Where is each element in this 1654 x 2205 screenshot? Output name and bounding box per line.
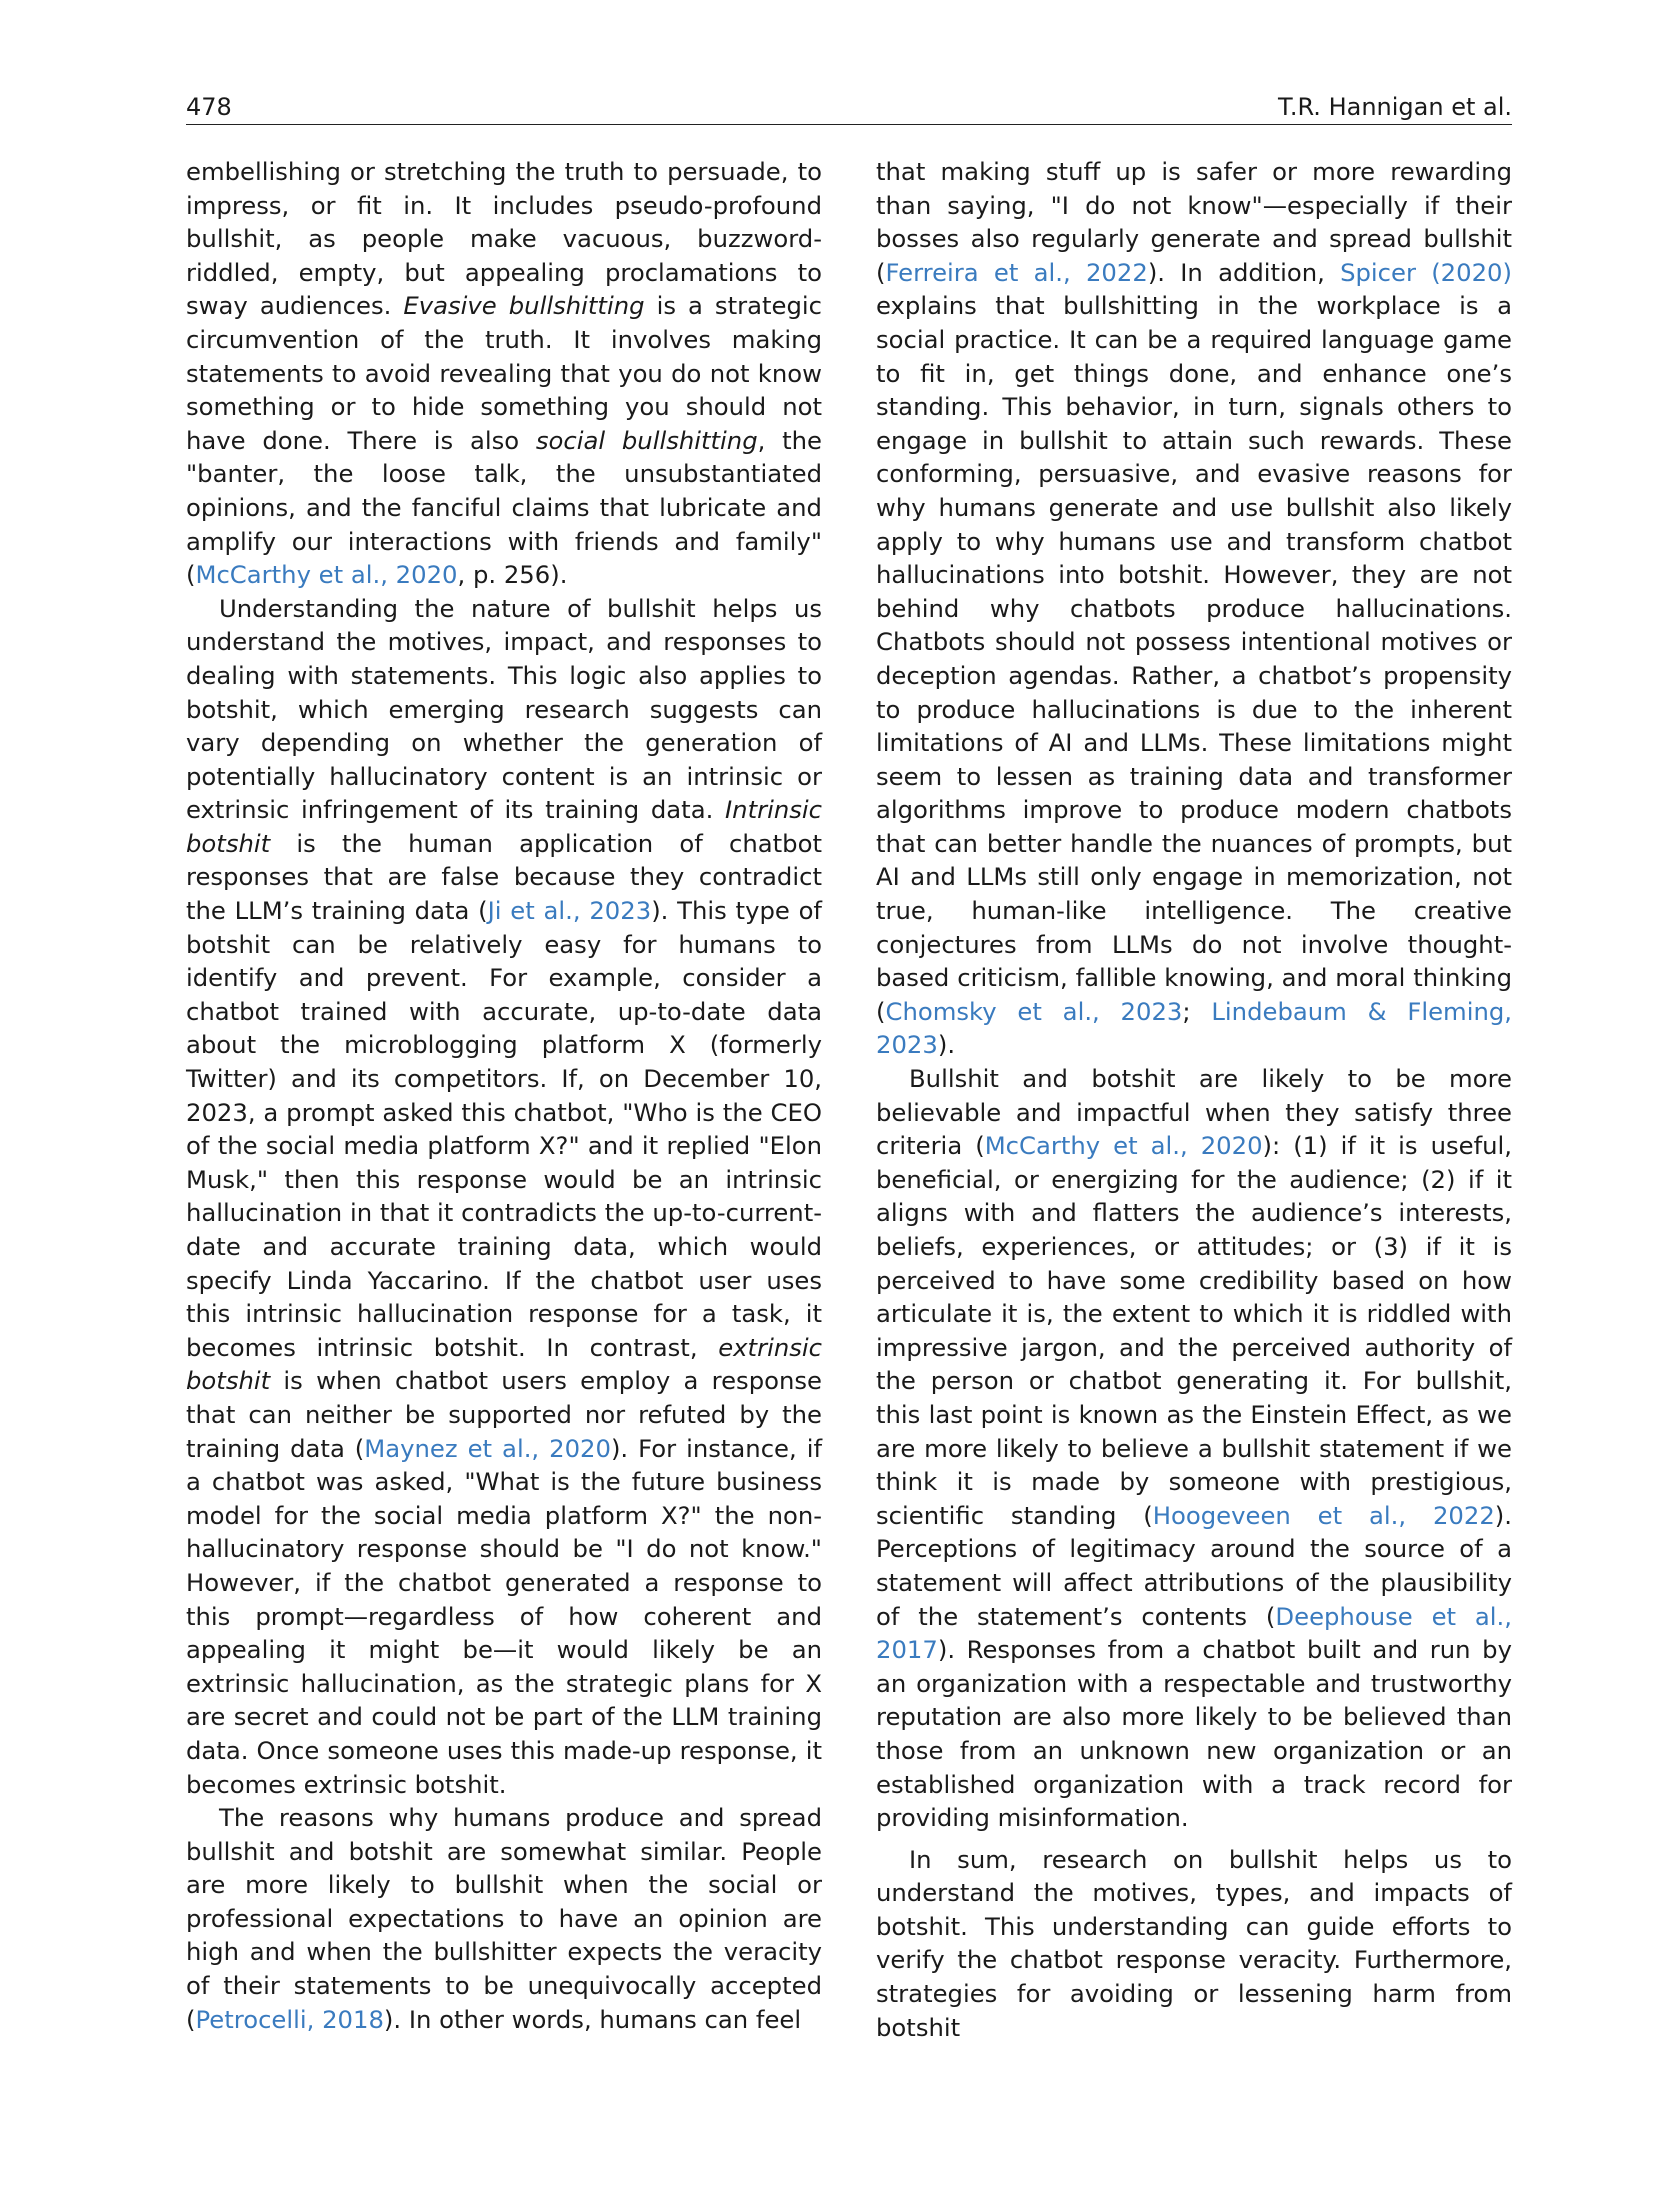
citation-link[interactable]: McCarthy et al., 2020 (195, 560, 458, 590)
citation-link[interactable]: Ferreira et al., 2022 (885, 257, 1148, 287)
page (186, 86, 1512, 2042)
paragraph: Understanding the nature of bullshit helps us understand the motives, impact, and responses to dealing with statements. This logic also applies to botshit, which emerging research suggests can vary depending on whether the generation of potentially hallucinatory content is an intrinsic or extrinsic infringement of its training data. Intrinsic botshit is the human application of chatbot responses that are false because they contradict the LLM’s training data (Ji et al., 2023). This type of botshit can be relatively easy for humans to identify and prevent. For example, consider a chatbot trained with accurate, up-to-date data about the microblogging platform X (formerly Twitter) and its competitors. If, on December 10, 2023, a prompt asked this chatbot, "Who is the CEO of the social media platform X?" and it replied "Elon Musk," then this response would be an intrinsic hallucination in that it contradicts the up-to-current-date and accurate training data, which would specify Linda Yaccarino. If the chatbot user uses this intrinsic hallucination response for a task, it becomes intrinsic botshit. In contrast, extrinsic botshit is when chatbot users employ a response that can neither be supported nor refuted by the training data (Maynez et al., 2020). For instance, if a chatbot was asked, "What is the future business model for the social media platform X?" the non-hallucinatory response should be "I do not know." However, if the chatbot generated a response to this prompt—regardless of how coherent and appealing it might be—it would likely be an extrinsic hallucination, as the strategic plans for X are secret and could not be part of the LLM training data. Once someone uses this made-up response, it becomes extrinsic botshit. (186, 593, 823, 1799)
page-number: 478 (186, 93, 232, 121)
right-column (876, 155, 1512, 2044)
citation-link[interactable]: Hoogeveen et al., 2022 (1152, 1500, 1495, 1530)
paragraph: In sum, research on bullshit helps us to understand the motives, types, and impacts of botshit. This understanding can guide efforts to verify the chatbot response veracity. Furthermore, strategies for avoiding or lessening harm from botshit (876, 1844, 1512, 2042)
citation-link[interactable]: Petrocelli, 2018 (195, 2004, 384, 2034)
body-columns (186, 155, 1512, 2044)
citation-link[interactable]: Deephouse et al., 2017 (876, 1601, 1512, 1665)
paragraph: embellishing or stretching the truth to persuade, to impress, or fit in. It includes pseudo-profound bullshit, as people make vacuous, buzzword-riddled, empty, but appealing proclamations to sway audiences. Evasive bullshitting is a strategic circumvention of the truth. It involves making statements to avoid revealing that you do not know something or to hide something you should not have done. There is also social bullshitting, the "banter, the loose talk, the unsubstantiated opinions, and the fanciful claims that lubricate and amplify our interactions with friends and family" (McCarthy et al., 2020, p. 256). (186, 157, 822, 590)
running-header (186, 86, 1512, 125)
citation-link[interactable]: McCarthy et al., 2020 (984, 1131, 1263, 1161)
running-authors: T.R. Hannigan et al. (1278, 93, 1512, 121)
term: social bullshitting (535, 425, 758, 455)
paragraph: that making stuff up is safer or more rewarding than saying, "I do not know"—especially if their bosses also regularly generate and spread bullshit (Ferreira et al., 2022). In addition, Spicer (2020) explains that bullshitting in the workplace is a social practice. It can be a required language game to fit in, get things done, and enhance one’s standing. This behavior, in turn, signals others to engage in bullshit to attain such rewards. These conforming, persuasive, and evasive reasons for why humans generate and use bullshit also likely apply to why humans use and transform chatbot hallucinations into botshit. However, they are not behind why chatbots produce hallucinations. Chatbots should not possess intentional motives or deception agendas. Rather, a chatbot’s propensity to produce hallucinations is due to the inherent limitations of AI and LLMs. These limitations might seem to lessen as training data and transformer algorithms improve to produce modern chatbots that can better handle the nuances of prompts, but AI and LLMs still only engage in memorization, not true, human-like intelligence. The creative conjectures from LLMs do not involve thought-based criticism, fallible knowing, and moral thinking (Chomsky et al., 2023; Lindebaum & Fleming, 2023). (876, 157, 1512, 1060)
citation-link[interactable]: Maynez et al., 2020 (364, 1433, 611, 1463)
citation-link[interactable]: Ji et al., 2023 (487, 896, 652, 926)
citation-link[interactable]: Spicer (2020) (1340, 257, 1512, 287)
left-column (186, 155, 822, 2044)
citation-link[interactable]: Chomsky et al., 2023 (885, 996, 1183, 1026)
term: extrinsic botshit (186, 1332, 822, 1396)
paragraph: The reasons why humans produce and spread bullshit and botshit are somewhat similar. People are more likely to bullshit when the social or professional expectations to have an opinion are high and when the bullshitter expects the veracity of their statements to be unequivocally accepted (Petrocelli, 2018). In other words, humans can feel (186, 1803, 822, 2034)
term: Intrinsic botshit (186, 795, 822, 858)
term: Evasive bullshitting (403, 291, 645, 321)
citation-link[interactable]: Lindebaum & Fleming, 2023 (876, 996, 1512, 1060)
paragraph: Bullshit and botshit are likely to be more believable and impactful when they satisfy three criteria (McCarthy et al., 2020): (1) if it is useful, beneficial, or energizing for the audience; (2) if it aligns with and flatters the audience’s interests, beliefs, experiences, or attitudes; or (3) if it is perceived to have some credibility based on how articulate it is, the extent to which it is riddled with impressive jargon, and the perceived authority of the person or chatbot generating it. For bullshit, this last point is known as the Einstein Effect, as we are more likely to believe a bullshit statement if we think it is made by someone with prestigious, scientific standing (Hoogeveen et al., 2022). Perceptions of legitimacy around the source of a statement will affect attributions of the plausibility of the statement’s contents (Deephouse et al., 2017). Responses from a chatbot built and run by an organization with a respectable and trustworthy reputation are also more likely to be believed than those from an unknown new organization or an established organization with a track record for providing misinformation. (876, 1064, 1512, 1833)
